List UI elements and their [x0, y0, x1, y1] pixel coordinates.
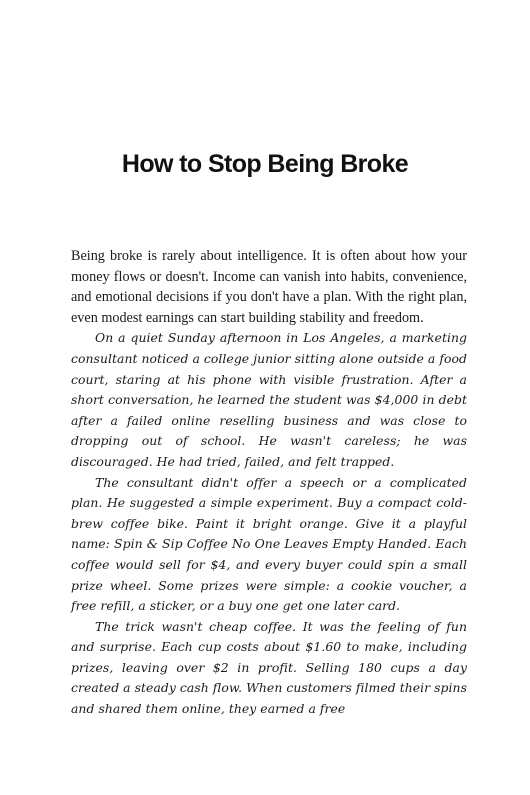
story-paragraph: The consultant didn't offer a speech or a complicated plan. He suggested a simple experiment. Buy a compact cold-brew coffee bike. Paint it bright orange. Give it a playful name: Spin & Sip Coffee No One Leaves Empty Handed. Each coffee would sell for $4, and every buyer could spin a small prize wheel. Some prizes were simple: a cookie voucher, a free refill, a sticker, or a buy one get one later card.	[71, 474, 467, 614]
intro-paragraph: Being broke is rarely about intelligence. It is often about how your money flows or doesn't. Income can vanish into habits, convenience, and emotional decisions if you don't have a plan. With the right plan, even modest earnings can start building stability and freedom.	[71, 248, 467, 326]
story-paragraph: On a quiet Sunday afternoon in Los Angeles, a marketing consultant noticed a college junior sitting alone outside a food court, staring at his phone with visible frustration. After a short conversation, he learned the student was $4,000 in debt after a failed online reselling business and was close to dropping out of school. He wasn't careless; he was discouraged. He had tried, failed, and felt trapped.	[71, 330, 467, 469]
chapter-title: How to Stop Being Broke	[121, 150, 409, 178]
story-paragraph: The trick wasn't cheap coffee. It was the feeling of fun and surprise. Each cup costs about $1.60 to make, including prizes, leaving over $2 in profit. Selling 180 cups a day created a steady cash flow. When customers filmed their spins and shared them online, they earned a free	[71, 618, 467, 717]
body-text	[71, 246, 467, 720]
